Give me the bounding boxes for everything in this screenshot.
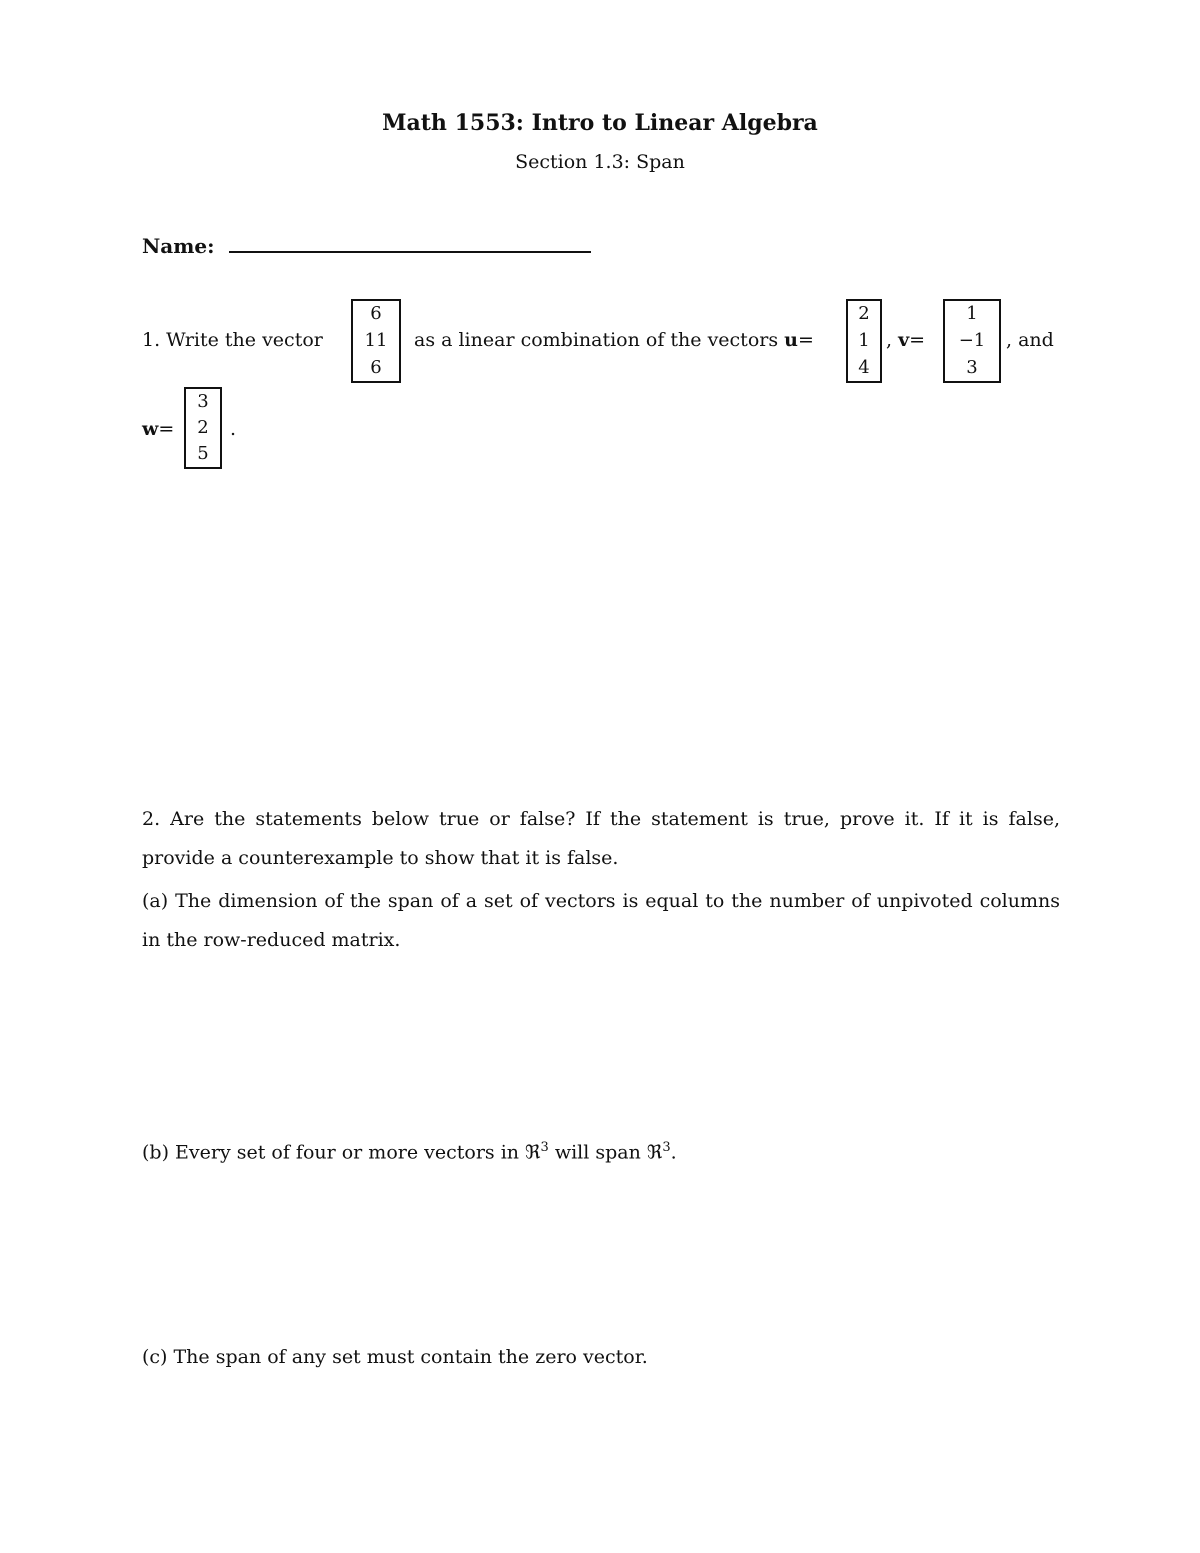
target-vector-entry: 11	[364, 329, 388, 351]
w-label: w	[142, 418, 159, 440]
equals-sign: =	[797, 329, 814, 351]
q1-prefix: 1. Write the vector	[142, 329, 323, 351]
v-vector-entry: 1	[966, 303, 978, 325]
q2-part-a: (a) The dimension of the span of a set of vectors is equal to the number of unpivoted columns in the row-reduced matrix.	[142, 890, 1060, 951]
w-vector-entry: 3	[197, 391, 209, 412]
q2-part-b	[142, 1136, 677, 1164]
u-vector-entry: 2	[858, 303, 870, 325]
comma: ,	[886, 329, 893, 351]
v-vector-entry: 3	[966, 356, 978, 378]
u-label: u	[784, 329, 798, 351]
dimension-exponent: 3	[662, 1140, 671, 1155]
u-vector	[846, 299, 882, 383]
target-vector-entry: 6	[370, 356, 382, 378]
q1-period: .	[230, 418, 237, 440]
q2-part-b-end: .	[670, 1141, 677, 1164]
equals-sign: =	[158, 418, 175, 440]
q2-part-b-mid: will span	[548, 1141, 647, 1164]
page-title: Math 1553: Intro to Linear Algebra	[382, 110, 818, 136]
v-vector-entry: −1	[958, 329, 986, 351]
name-label: Name:	[142, 234, 215, 258]
dimension-exponent: 3	[540, 1140, 549, 1155]
u-vector-entry: 1	[858, 329, 870, 351]
and-text: , and	[1006, 329, 1054, 351]
target-vector-entry: 6	[370, 303, 382, 325]
target-vector	[351, 299, 401, 383]
q1-middle-text: as a linear combination of the vectors	[414, 329, 779, 351]
w-vector-entry: 2	[197, 417, 209, 438]
section-subtitle: Section 1.3: Span	[515, 151, 685, 173]
equals-sign: =	[909, 329, 926, 351]
name-input-line[interactable]	[229, 251, 591, 253]
w-vector-entry: 5	[197, 443, 209, 464]
v-label: v	[898, 329, 910, 351]
q2-part-c: (c) The span of any set must contain the zero vector.	[142, 1346, 648, 1368]
q2-intro: 2. Are the statements below true or false? If the statement is true, prove it. If it is false, provide a counterexample to show that it is false.	[142, 808, 1060, 869]
w-vector	[184, 387, 222, 469]
real-space-symbol: ℜ	[646, 1141, 663, 1164]
real-space-symbol: ℜ	[525, 1141, 541, 1164]
q2-part-b-prefix: (b) Every set of four or more vectors in	[142, 1141, 526, 1164]
v-vector	[943, 299, 1001, 383]
u-vector-entry: 4	[858, 356, 870, 378]
